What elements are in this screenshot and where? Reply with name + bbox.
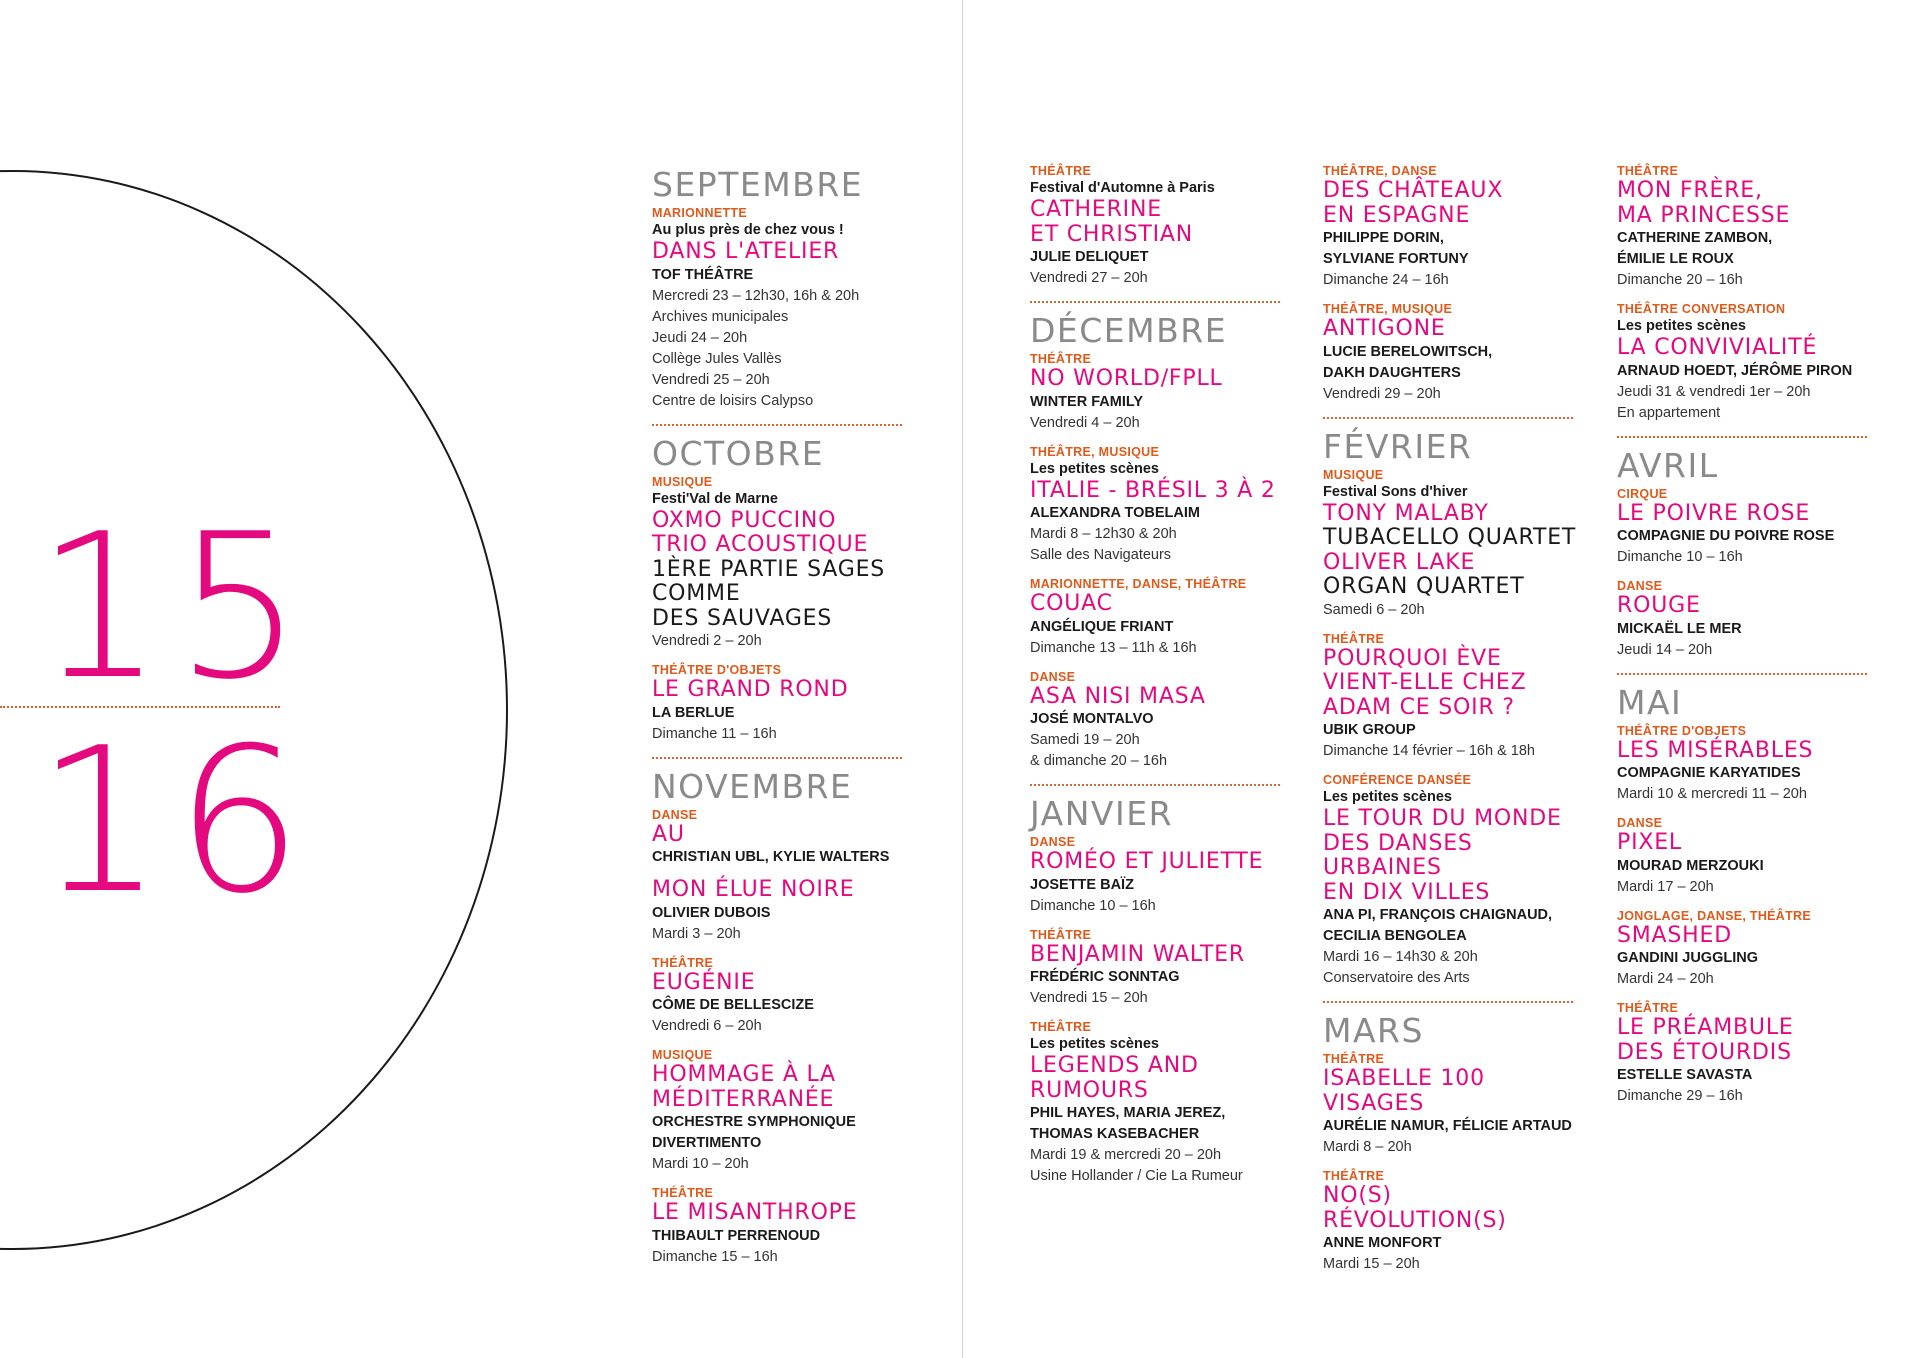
event-entry [1323,1168,1581,1275]
event-date-venue: Dimanche 10 – 16h [1617,549,1743,565]
event-category: THÉÂTRE [1030,927,1092,942]
event-title: EUGÉNIE [652,969,756,995]
event-title: SMASHED [1617,922,1732,948]
program-column-4 [1617,163,1875,1117]
event-title: RUMOURS [1030,1077,1149,1103]
event-category: THÉÂTRE [1323,631,1385,646]
event-title: ADAM CE SOIR ? [1323,694,1515,720]
event-title: EN ESPAGNE [1323,202,1471,228]
event-title: DES CHÂTEAUX [1323,178,1504,203]
event-entry [1617,815,1875,898]
month-heading: SEPTEMBRE [652,165,864,204]
event-entry [1323,772,1581,989]
event-artist: LUCIE BERELOWITSCH, [1323,343,1493,360]
event-date-venue: Dimanche 20 – 16h [1617,272,1743,288]
event-context: Les petites scènes [1617,318,1746,334]
event-artist: ESTELLE SAVASTA [1617,1067,1753,1083]
dotted-separator [1617,436,1867,438]
event-entry [1617,1000,1875,1107]
event-artist: ANGÉLIQUE FRIANT [1030,618,1174,635]
event-artist: CHRISTIAN UBL, KYLIE WALTERS [652,849,890,865]
dotted-separator [1617,673,1867,675]
event-title: EN DIX VILLES [1323,879,1491,905]
event-entry [652,955,910,1038]
event-title: OXMO PUCCINO [652,507,837,533]
event-date-venue: En appartement [1617,404,1721,421]
event-artist: CÔME DE BELLESCIZE [652,997,814,1013]
event-entry [1617,908,1875,991]
event-category: THÉÂTRE D'OBJETS [652,663,782,677]
event-title: LE GRAND ROND [652,677,849,702]
event-category: DANSE [1030,835,1076,849]
event-context: Les petites scènes [1030,460,1159,477]
month-heading: FÉVRIER [1323,426,1473,466]
event-entry [1030,576,1288,659]
event-title: PIXEL [1617,830,1682,855]
month-heading: MARS [1323,1011,1424,1050]
month-heading: DÉCEMBRE [1030,311,1228,350]
event-entry [1030,834,1288,917]
event-title: MA PRINCESSE [1617,202,1791,228]
event-entry [652,474,910,653]
event-artist: MOURAD MERZOUKI [1617,857,1764,874]
event-title: VIENT-ELLE CHEZ [1323,670,1527,695]
event-title: DES ÉTOURDIS [1617,1039,1792,1065]
event-entry [652,807,910,869]
event-artist: ANA PI, FRANÇOIS CHAIGNAUD, [1323,907,1553,923]
event-date-venue: Mardi 17 – 20h [1617,878,1714,895]
event-title: NO(S) [1323,1183,1392,1208]
event-date-venue: Dimanche 11 – 16h [652,725,777,742]
event-artist: ALEXANDRA TOBELAIM [1030,505,1200,521]
event-title: COUAC [1030,591,1113,616]
event-title: LE POIVRE ROSE [1617,500,1811,526]
event-entry [652,878,910,945]
event-category: DANSE [1030,669,1076,684]
event-entry [1030,444,1288,567]
event-category: DANSE [1617,816,1663,830]
dotted-separator [652,757,902,759]
event-artist: LA BERLUE [652,704,735,721]
event-artist: PHILIPPE DORIN, [1323,230,1444,246]
event-entry [1323,467,1581,621]
event-entry [1617,578,1875,661]
event-category: DANSE [652,807,698,822]
event-artist: UBIK GROUP [1323,722,1416,738]
month-heading: OCTOBRE [652,433,825,473]
event-date-venue: Dimanche 10 – 16h [1030,897,1156,914]
event-title: CATHERINE [1030,197,1162,222]
event-title: LE MISANTHROPE [652,1200,858,1225]
event-title: ROMÉO ET JULIETTE [1030,849,1264,874]
event-artist: JULIE DELIQUET [1030,249,1149,265]
event-title: RÉVOLUTION(S) [1323,1207,1507,1233]
event-context: Festi'Val de Marne [652,490,778,507]
event-subtitle: ORGAN QUARTET [1323,574,1525,599]
month-heading: AVRIL [1617,445,1719,485]
event-date-venue: Salle des Navigateurs [1030,547,1172,563]
event-title: POURQUOI ÈVE [1323,645,1502,671]
month-heading: NOVEMBRE [652,766,853,806]
event-date-venue: Dimanche 24 – 16h [1323,272,1449,288]
event-title: LEGENDS AND [1030,1053,1199,1078]
event-date-venue: Vendredi 6 – 20h [652,1018,762,1034]
event-category: MARIONNETTE [652,206,747,220]
event-subtitle: 1ÈRE PARTIE SAGES COMME [652,556,886,606]
event-category: THÉÂTRE [1030,352,1092,366]
event-artist: ARNAUD HOEDT, JÉRÔME PIRON [1617,362,1853,379]
event-date-venue: Vendredi 29 – 20h [1323,385,1441,402]
month-heading: JANVIER [1030,794,1173,833]
event-title: MON ÉLUE NOIRE [652,877,855,902]
event-date-venue: Mardi 10 & mercredi 11 – 20h [1617,786,1807,802]
event-artist: ORCHESTRE SYMPHONIQUE [652,1114,856,1130]
event-artist: JOSETTE BAÏZ [1030,876,1134,893]
event-category: THÉÂTRE [1323,1169,1385,1183]
event-date-venue: Samedi 19 – 20h [1030,732,1140,748]
event-title: MÉDITERRANÉE [652,1086,835,1112]
event-category: THÉÂTRE [1617,1001,1679,1015]
event-artist: AURÉLIE NAMUR, FÉLICIE ARTAUD [1323,1118,1572,1134]
event-entry [1030,927,1288,1010]
event-title: LA CONVIVIALITÉ [1617,335,1818,360]
event-entry [1030,163,1288,289]
event-title: ANTIGONE [1323,316,1446,341]
event-entry [1030,351,1288,434]
event-date-venue: Mardi 10 – 20h [652,1156,749,1172]
event-category: THÉÂTRE, MUSIQUE [1323,302,1453,316]
event-date-venue: Mardi 8 – 20h [1323,1139,1412,1155]
event-title: ISABELLE 100 VISAGES [1323,1066,1485,1116]
event-artist: MICKAËL LE MER [1617,620,1742,637]
event-title: AU [652,821,685,847]
event-entry [1617,723,1875,806]
event-title: ROUGE [1617,593,1701,618]
event-date-venue: Jeudi 14 – 20h [1617,641,1713,658]
event-date-venue: Dimanche 14 février – 16h & 18h [1323,743,1535,759]
event-date-venue: Collège Jules Vallès [652,350,782,367]
event-category: MARIONNETTE, DANSE, THÉÂTRE [1030,577,1247,591]
event-category: THÉÂTRE, DANSE [1323,164,1437,178]
event-context: Festival Sons d'hiver [1323,483,1468,500]
event-date-venue: Mardi 19 & mercredi 20 – 20h [1030,1147,1222,1163]
event-artist: ÉMILIE LE ROUX [1617,251,1734,267]
event-date-venue: Vendredi 2 – 20h [652,633,762,649]
event-context: Festival d'Automne à Paris [1030,180,1215,196]
event-artist: COMPAGNIE DU POIVRE ROSE [1617,528,1835,544]
event-date-venue: & dimanche 20 – 16h [1030,753,1168,769]
event-title: HOMMAGE À LA [652,1062,836,1087]
event-category: MUSIQUE [652,1048,713,1062]
event-title: ITALIE - BRÉSIL 3 À 2 [1030,477,1276,503]
event-artist: CATHERINE ZAMBON, [1617,230,1773,246]
event-artist: DIVERTIMENTO [652,1135,762,1151]
event-category: THÉÂTRE [652,1186,714,1200]
event-category: THÉÂTRE D'OBJETS [1617,723,1747,738]
program-column-2 [1030,163,1288,1197]
event-date-venue: Jeudi 31 & vendredi 1er – 20h [1617,383,1811,400]
event-entry [652,662,910,745]
event-date-venue: Mardi 15 – 20h [1323,1256,1420,1272]
event-category: THÉÂTRE [1617,164,1679,178]
event-category: THÉÂTRE [1323,1052,1385,1066]
event-date-venue: Vendredi 15 – 20h [1030,990,1148,1006]
event-entry [1617,301,1875,424]
dotted-separator [1030,784,1280,786]
year-top: 15 [36,491,315,724]
event-date-venue: Mardi 3 – 20h [652,925,741,942]
event-date-venue: Mardi 16 – 14h30 & 20h [1323,949,1478,965]
event-category: MUSIQUE [652,474,713,489]
event-subtitle: DES SAUVAGES [652,605,833,631]
event-entry [1323,631,1581,763]
event-title: NO WORLD/FPLL [1030,366,1223,391]
event-entry [1030,669,1288,773]
event-date-venue: Samedi 6 – 20h [1323,601,1425,618]
event-artist: GANDINI JUGGLING [1617,950,1758,966]
month-heading: MAI [1617,682,1683,722]
event-title: DES DANSES [1323,830,1473,856]
event-title: ET CHRISTIAN [1030,221,1194,247]
event-artist: CECILIA BENGOLEA [1323,928,1467,944]
event-artist: THOMAS KASEBACHER [1030,1126,1200,1142]
event-date-venue: Archives municipales [652,308,789,325]
event-context: Les petites scènes [1030,1036,1159,1052]
program-column-1 [652,163,910,1278]
event-artist: FRÉDÉRIC SONNTAG [1030,969,1180,985]
event-date-venue: Dimanche 13 – 11h & 16h [1030,639,1197,656]
dotted-separator [652,424,902,426]
event-artist: OLIVIER DUBOIS [652,904,771,921]
event-title: TONY MALABY [1323,500,1489,526]
year-bottom: 16 [36,705,315,938]
event-title: OLIVER LAKE [1323,549,1476,575]
event-entry [652,205,910,412]
event-date-venue: Mercredi 23 – 12h30, 16h & 20h [652,287,860,304]
event-date-venue: Dimanche 29 – 16h [1617,1088,1743,1104]
event-date-venue: Mardi 24 – 20h [1617,971,1714,987]
event-date-venue: Mardi 8 – 12h30 & 20h [1030,526,1177,542]
event-context: Au plus près de chez vous ! [652,222,844,238]
event-category: THÉÂTRE [1030,164,1092,178]
event-category: THÉÂTRE [652,955,714,970]
event-artist: SYLVIANE FORTUNY [1323,251,1469,267]
event-category: CONFÉRENCE DANSÉE [1323,773,1472,787]
event-category: THÉÂTRE CONVERSATION [1617,302,1786,316]
event-artist: ANNE MONFORT [1323,1235,1442,1251]
event-artist: DAKH DAUGHTERS [1323,364,1461,381]
event-date-venue: Jeudi 24 – 20h [652,329,748,346]
event-title: URBAINES [1323,855,1442,880]
dotted-separator [1323,417,1573,419]
event-date-venue: Vendredi 25 – 20h [652,371,770,388]
event-artist: PHIL HAYES, MARIA JEREZ, [1030,1105,1226,1121]
event-entry [1030,1019,1288,1187]
event-entry [652,1185,910,1268]
event-title: DANS L'ATELIER [652,239,840,264]
event-artist: JOSÉ MONTALVO [1030,711,1154,727]
event-date-venue: Usine Hollander / Cie La Rumeur [1030,1168,1243,1184]
event-category: DANSE [1617,579,1663,593]
event-date-venue: Vendredi 27 – 20h [1030,270,1148,286]
event-title: MON FRÈRE, [1617,178,1763,203]
event-date-venue: Conservatoire des Arts [1323,970,1470,986]
event-artist: WINTER FAMILY [1030,393,1144,410]
event-artist: TOF THÉÂTRE [652,266,754,283]
event-entry [1323,163,1581,291]
event-artist: THIBAULT PERRENOUD [652,1227,821,1244]
event-subtitle: TUBACELLO QUARTET [1323,525,1577,550]
event-entry [1617,163,1875,291]
event-category: JONGLAGE, DANSE, THÉÂTRE [1617,908,1812,923]
event-date-venue: Dimanche 15 – 16h [652,1248,778,1265]
page-fold [962,0,963,1358]
event-title: LE TOUR DU MONDE [1323,806,1562,831]
event-entry [1323,301,1581,405]
event-entry [652,1047,910,1175]
event-category: MUSIQUE [1323,467,1384,482]
event-category: THÉÂTRE [1030,1020,1092,1034]
event-entry [1617,486,1875,569]
event-title: BENJAMIN WALTER [1030,941,1245,967]
dotted-separator [1323,1001,1573,1003]
event-category: THÉÂTRE, MUSIQUE [1030,444,1160,459]
event-title: LES MISÉRABLES [1617,737,1814,763]
dotted-separator [1030,301,1280,303]
event-title: LE PRÉAMBULE [1617,1015,1794,1040]
event-category: CIRQUE [1617,486,1668,501]
event-context: Les petites scènes [1323,789,1452,805]
event-date-venue: Vendredi 4 – 20h [1030,414,1140,431]
event-artist: COMPAGNIE KARYATIDES [1617,765,1801,781]
event-title: TRIO ACOUSTIQUE [652,532,869,557]
event-date-venue: Centre de loisirs Calypso [652,392,814,409]
event-entry [1323,1051,1581,1158]
event-title: ASA NISI MASA [1030,683,1206,709]
program-column-3 [1323,163,1581,1285]
